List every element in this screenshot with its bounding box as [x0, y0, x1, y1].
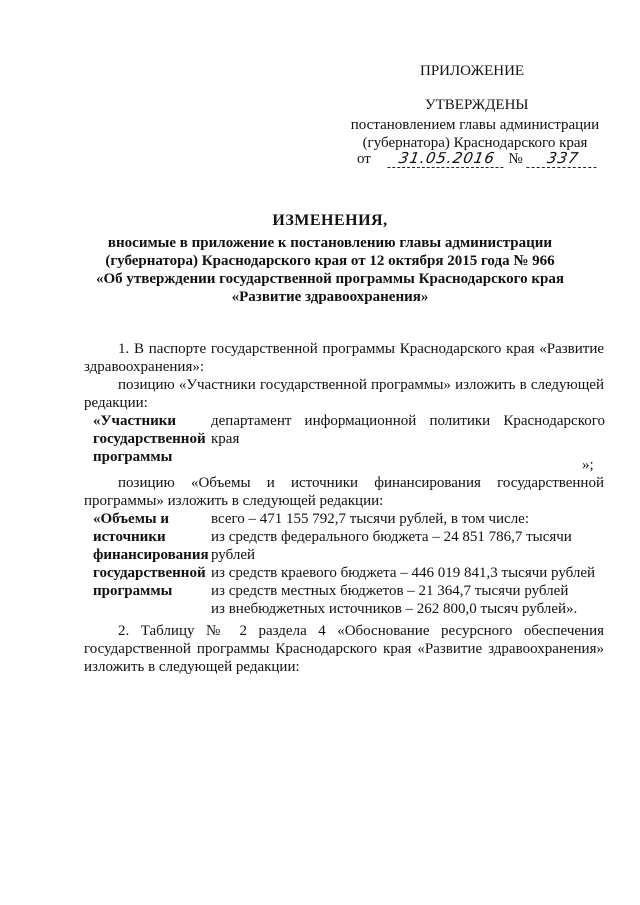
title-line-4: «Развитие здравоохранения»: [231, 289, 429, 305]
title-line-1: вносимые в приложение к постановлению главы администрации: [107, 235, 553, 251]
participants-row: [93, 412, 605, 466]
handwritten-date: 31.05.2016: [387, 149, 506, 168]
document-title: [60, 212, 600, 306]
funding-line-extra: из внебюджетных источников – 262 800,0 тысяч рублей».: [211, 601, 578, 617]
funding-value: [211, 510, 605, 618]
paragraph-1: 1. В паспорте государственной программы Краснодарского края «Развитие здравоохранения»:: [84, 341, 604, 375]
participants-label: «Участники государственной программы: [93, 413, 206, 465]
funding-line-local: из средств местных бюджетов – 21 364,7 тысячи рублей: [211, 583, 569, 599]
paragraph-2: позицию «Участники государственной программы» изложить в следующей редакции:: [84, 377, 604, 411]
handwritten-number: 337: [527, 149, 600, 168]
appendix-label: ПРИЛОЖЕНИЕ: [420, 63, 525, 79]
participants-value: департамент информационной политики Краснодарского края: [211, 413, 605, 447]
approval-line-1: постановлением главы администрации: [350, 117, 600, 133]
title-line-2: (губернатора) Краснодарского края от 12 октября 2015 года № 966: [105, 253, 555, 269]
funding-line-federal-cont: рублей: [211, 547, 256, 563]
approval-date-row: [357, 149, 598, 168]
funding-label: «Объемы и источники финансирования государственной программы: [93, 511, 209, 599]
from-label: от: [357, 151, 371, 167]
number-label: №: [508, 151, 523, 167]
title-line-3: «Об утверждении государственной программы Краснодарского края: [96, 271, 564, 287]
participants-close: »;: [582, 457, 594, 473]
funding-line-regional: из средств краевого бюджета – 446 019 841,3 тысячи рублей: [211, 565, 596, 581]
paragraph-3: позицию «Объемы и источники финансирования государственной программы» изложить в следующей редакции:: [84, 475, 604, 509]
paragraph-4: 2. Таблицу № 2 раздела 4 «Обоснование ресурсного обеспечения государственной программы Краснодарского края «Развитие здравоохранения» изложить в следующей редакции:: [84, 623, 604, 675]
approved-label: УТВЕРЖДЕНЫ: [425, 97, 529, 113]
funding-line-federal: из средств федерального бюджета – 24 851 786,7 тысячи: [211, 529, 572, 545]
title-main: ИЗМЕНЕНИЯ,: [272, 212, 388, 229]
funding-line-total: всего – 471 155 792,7 тысячи рублей, в том числе:: [211, 511, 530, 527]
approval-line-2: (губернатора) Краснодарского края: [362, 135, 588, 151]
funding-row: [93, 510, 605, 618]
